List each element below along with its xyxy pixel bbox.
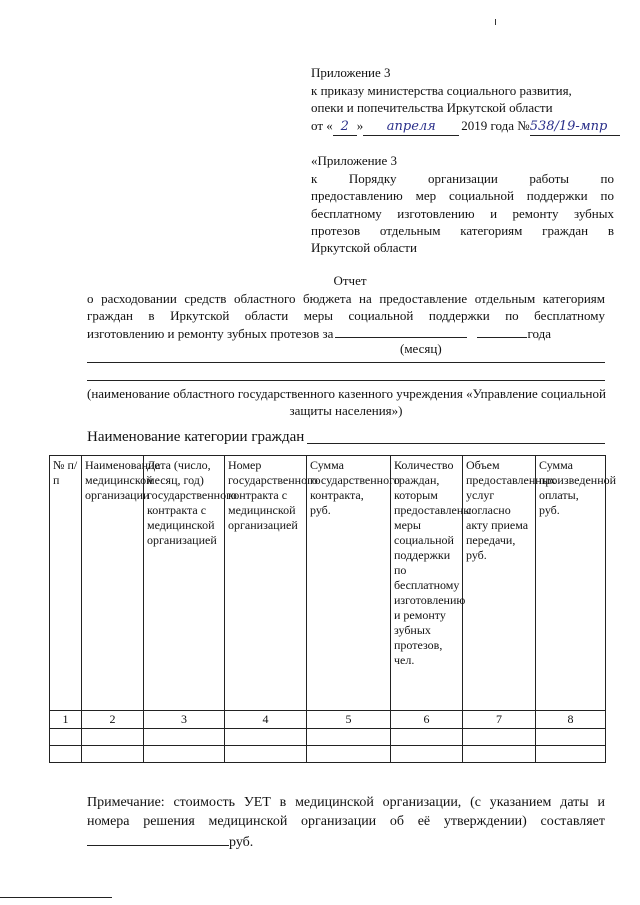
order-appendix-line-5: Иркутской области [311,240,417,255]
report-line-3-suffix: года [527,326,551,341]
note-line-1: Примечание: стоимость УЕТ в медицинской организации, (с указанием даты и [87,795,605,810]
institution-caption-2: защиты населения») [289,403,403,418]
category-label: Наименование категории граждан [87,429,305,445]
institution-caption-1: (наименование областного государственного казенного учреждения «Управление социальной [87,386,606,401]
number-cell: 5 [307,711,391,729]
footer-rule [0,897,112,898]
header-cell: Количество граждан, которым предоставлены меры социальной поддержки по бесплатному изготовлению и ремонту зубных протезов, чел. [391,456,463,711]
institution-line-2 [87,380,605,381]
category-row [87,428,304,446]
table-row [50,746,606,763]
appendix-title: Приложение 3 [311,65,391,80]
year-field [477,324,527,338]
report-title: Отчет [333,273,367,288]
number-cell: 7 [463,711,536,729]
month-field [335,324,467,338]
number-cell: 6 [391,711,463,729]
number-cell: 1 [50,711,82,729]
header-cell: Объем предоставленных услуг согласно акту приема передачи, руб. [463,456,536,711]
header-cell: № п/п [50,456,82,711]
note-line-3 [87,831,253,852]
order-appendix-line-2: предоставлению мер социальной поддержки по [311,188,614,203]
date-mid: » [356,118,364,133]
date-day: 2 [333,118,357,136]
scan-mark [495,19,496,25]
report-table [49,455,617,763]
order-appendix-line-3: бесплатному изготовлению и ремонту зубных [311,206,614,221]
report-line-2: граждан в Иркутской области меры социальной поддержки по бесплатному [87,308,605,323]
number-cell: 3 [144,711,225,729]
report-line-1: о расходовании средств областного бюджета на предоставление отдельным категориям [87,291,605,306]
category-field [307,443,605,444]
date-year: 2019 года № [461,118,530,133]
date-month: апреля [363,118,459,136]
header-cell: Наименование медицинской организации [82,456,144,711]
order-appendix-title: «Приложение 3 [311,153,398,168]
appendix-line-2: опеки и попечительства Иркутской области [311,100,553,115]
doc-number: 538/19-мпр [530,118,620,136]
report-line-3-prefix: изготовлению и ремонту зубных протезов за [87,326,334,341]
table-row [50,729,606,746]
order-appendix-line-4: протезов отдельным категориям граждан в [311,223,614,238]
note-line-2: номера решения медицинской организации об её утверждении) составляет [87,814,605,829]
number-cell: 4 [225,711,307,729]
report-line-3 [87,324,551,342]
date-prefix: от « [311,118,333,133]
uet-cost-field [87,831,229,846]
header-cell: Номер государственного контракта с медицинской организацией [225,456,307,711]
table-header-row [50,456,606,711]
note-suffix: руб. [229,835,254,850]
header-cell: Сумма произведенной оплаты, руб. [536,456,606,711]
month-caption: (месяц) [400,341,442,356]
header-cell: Сумма государственного контракта, руб. [307,456,391,711]
appendix-line-1: к приказу министерства социального развития, [311,83,572,98]
appendix-date-line [311,117,620,136]
table-number-row [50,711,606,729]
order-appendix-line-1: к Порядку организации работы по [311,171,614,186]
institution-line-1 [87,362,605,363]
number-cell: 2 [82,711,144,729]
header-cell: Дата (число, месяц, год) государственного контракта с медицинской организацией [144,456,225,711]
number-cell: 8 [536,711,606,729]
